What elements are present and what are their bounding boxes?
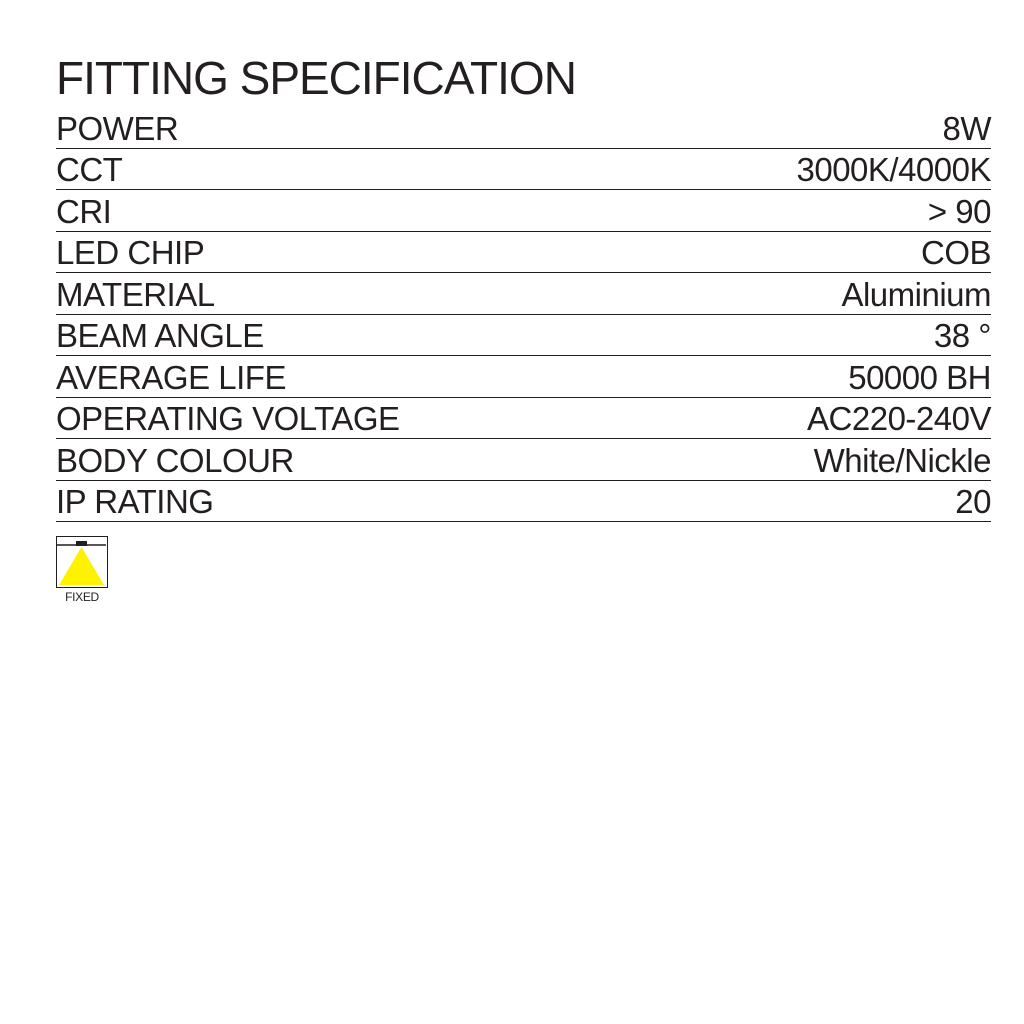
spec-row-power <box>56 107 991 149</box>
spec-value: 8W <box>942 109 991 147</box>
fixture-body <box>76 541 87 546</box>
spec-row-operating-voltage <box>56 398 991 440</box>
spec-row-material <box>56 273 991 315</box>
spec-value: COB <box>920 234 991 271</box>
spec-label: IP RATING <box>56 483 214 520</box>
spec-row-cri <box>56 190 991 232</box>
spec-value: 3000K/4000K <box>796 151 991 188</box>
spec-row-average-life <box>56 356 991 398</box>
spec-value: AC220-240V <box>807 400 991 437</box>
spec-label: BEAM ANGLE <box>56 317 264 354</box>
spec-value: 50000 BH <box>848 358 991 396</box>
spec-row-ip-rating <box>56 481 991 523</box>
spec-label: CCT <box>56 151 123 188</box>
spec-value: 20 <box>955 483 991 520</box>
light-beam <box>59 547 104 585</box>
fixed-downlight-icon <box>56 536 108 588</box>
spec-label: CRI <box>56 192 112 230</box>
spec-label: AVERAGE LIFE <box>56 358 286 396</box>
page-title: FITTING SPECIFICATION <box>56 52 576 104</box>
spec-label: BODY COLOUR <box>56 441 294 479</box>
spec-label: MATERIAL <box>56 275 215 313</box>
spec-label: POWER <box>56 109 179 147</box>
spec-value: Aluminium <box>841 275 991 313</box>
fixed-downlight-svg <box>57 537 106 586</box>
spec-value: White/Nickle <box>813 441 991 479</box>
spec-value: > 90 <box>927 192 991 230</box>
spec-row-cct <box>56 149 991 191</box>
mount-caption: FIXED <box>65 590 99 604</box>
spec-label: LED CHIP <box>56 234 205 271</box>
spec-label: OPERATING VOLTAGE <box>56 400 400 437</box>
spec-table <box>56 107 991 522</box>
spec-row-body-colour <box>56 439 991 481</box>
spec-row-beam-angle <box>56 315 991 357</box>
spec-row-led-chip <box>56 232 991 274</box>
spec-value: 38 ° <box>933 317 991 354</box>
